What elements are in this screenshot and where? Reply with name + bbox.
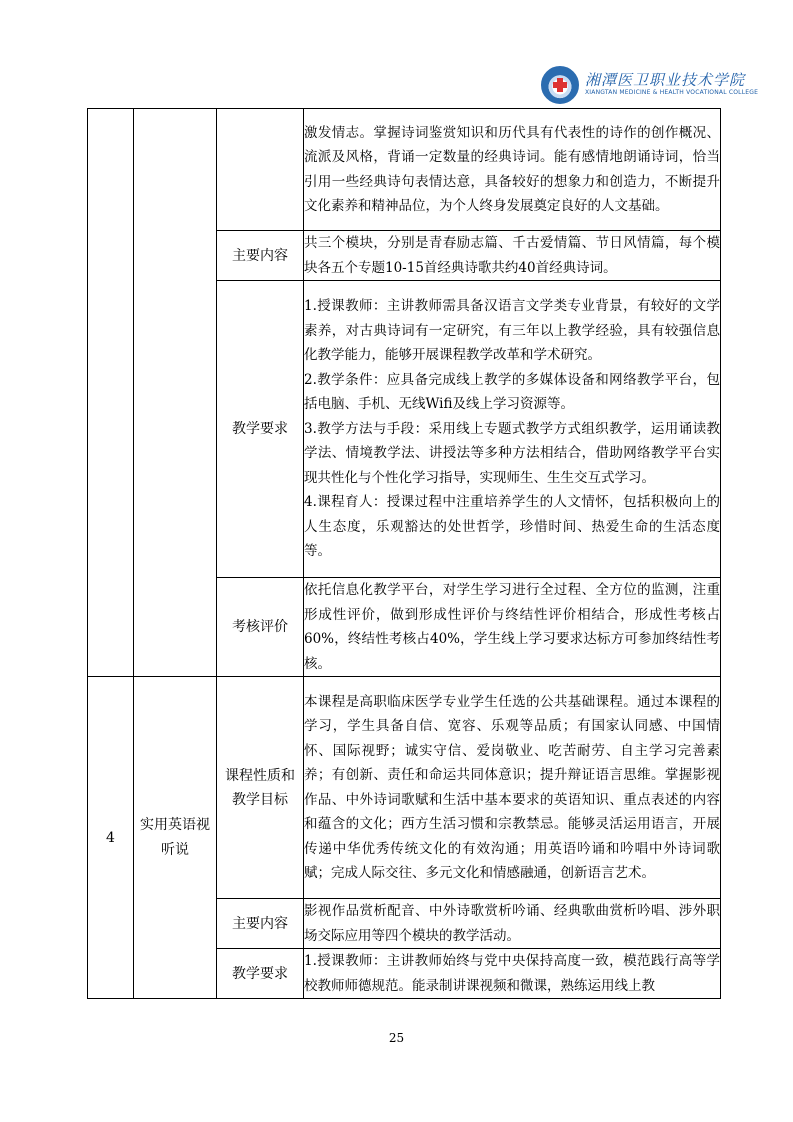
requirement-item: 4.课程育人：授课过程中注重培养学生的人文情怀，包括积极向上的人生态度，乐观豁达的处世哲学，珍惜时间、热爱生命的生活态度等。 (304, 494, 720, 560)
requirement-text-cell (304, 949, 721, 999)
requirement-item: 3.教学方法与手段：采用线上专题式教学方式组织教学，运用诵读教学法、情境教学法、讲授法等多种方法相结合，借助网络教学平台实现共性化与个性化学习指导，实现师生、生生交互式学习。 (304, 420, 720, 486)
evaluation-text-cell (304, 578, 721, 677)
goal-text: 激发情志。掌握诗词鉴赏知识和历代具有代表性的诗作的创作概况、流派及风格，背诵一定数量的经典诗词。能有感情地朗诵诗词，恰当引用一些经典诗句表情达意，具备较好的想象力和创造力，不断提升文化素养和精神品位，为个人终身发展奠定良好的人文基础。 (304, 124, 720, 214)
row-label-cell (217, 109, 304, 231)
goal-label-line: 教学目标 (232, 791, 288, 808)
course-name-line: 听说 (161, 841, 189, 858)
course-number-cell: 4 (88, 677, 134, 999)
goal-text-cell (304, 109, 721, 231)
requirement-label: 教学要求 (217, 949, 304, 999)
content-text-cell (304, 899, 721, 949)
requirement-item: 1.授课教师：主讲教师需具备汉语言文学类专业背景，有较好的文学素养，对古典诗词有一定研究，有三年以上教学经验，具有较强信息化教学能力，能够开展课程教学改革和学术研究。 (304, 298, 720, 364)
requirement-text: 1.授课教师：主讲教师始终与党中央保持高度一致，模范践行高等学校教师师德规范。能录制讲课视频和微课，熟练运用线上教 (304, 953, 720, 994)
college-name-en: XIANGTAN MEDICINE & HEALTH VOCATIONAL COLLEGE (585, 89, 759, 96)
requirement-label: 教学要求 (217, 281, 304, 578)
evaluation-text: 依托信息化教学平台，对学生学习进行全过程、全方位的监测，注重形成性评价，做到形成性评价与终结性评价相结合，形成性考核占60%，终结性考核占40%，学生线上学习要求达标方可参加终结性考核。 (304, 582, 720, 672)
goal-text: 本课程是高职临床医学专业学生任选的公共基础课程。通过本课程的学习，学生具备自信、宽容、乐观等品质；有国家认同感、中国情怀、国际视野；诚实守信、爱岗敬业、吃苦耐劳、自主学习完善素养；有创新、责任和命运共同体意识；提升辩证语言思维。掌握影视作品、中外诗词歌赋和生活中基本要求的英语知识、重点表述的内容和蕴含的文化；西方生活习惯和宗教禁忌。能够灵活运用语言，开展传递中华优秀传统文化的有效沟通；用英语吟诵和吟唱中外诗词歌赋；完成人际交往、多元文化和情感融通，创新语言艺术。 (304, 693, 720, 881)
page-header (535, 64, 765, 112)
content-label: 主要内容 (217, 899, 304, 949)
course-number-cell (88, 109, 134, 677)
table-row (88, 109, 721, 231)
content-text-cell (304, 231, 721, 281)
course-name-line: 实用英语视 (140, 816, 210, 833)
curriculum-table (87, 108, 721, 999)
goal-text-cell (304, 677, 721, 899)
content-text: 影视作品赏析配音、中外诗歌赏析吟诵、经典歌曲赏析吟唱、涉外职场交际应用等四个模块的教学活动。 (304, 903, 720, 944)
course-name-cell (134, 677, 217, 999)
page-number: 25 (388, 1031, 405, 1045)
goal-label-line: 课程性质和 (225, 767, 295, 784)
course-name-cell (134, 109, 217, 677)
requirement-text-cell (304, 281, 721, 578)
goal-label (217, 677, 304, 899)
content-text: 共三个模块，分别是青春励志篇、千古爱情篇、节日风情篇，每个模块各五个专题10-15首经典诗歌共约40首经典诗词。 (304, 235, 720, 276)
college-name-cn: 湘潭医卫职业技术学院 (585, 71, 746, 89)
college-logo-icon (541, 66, 579, 104)
requirement-item: 2.教学条件：应具备完成线上教学的多媒体设备和网络教学平台，包括电脑、手机、无线Wifi及线上学习资源等。 (304, 371, 720, 413)
table-row (88, 677, 721, 899)
evaluation-label: 考核评价 (217, 578, 304, 677)
content-label: 主要内容 (217, 231, 304, 281)
